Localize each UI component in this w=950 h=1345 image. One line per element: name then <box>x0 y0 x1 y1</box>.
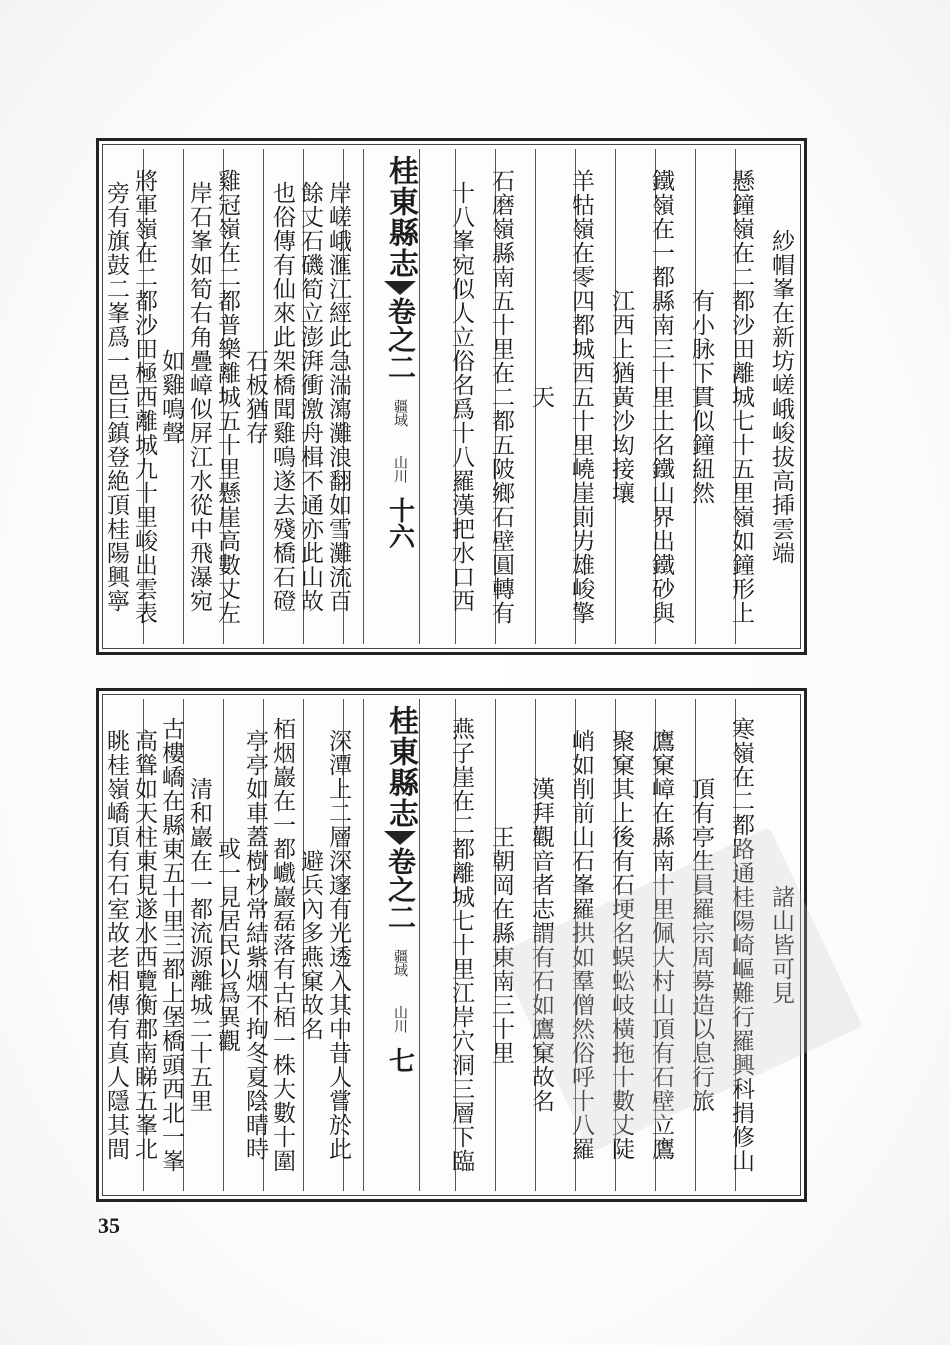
text-column: 如雞鳴聲 <box>158 348 184 445</box>
text-column: 有小脉下貫似鐘紐然 <box>688 288 714 505</box>
text-column: 羊牯嶺在零四都城西五十里嶢崖崱屴雄峻擎 <box>568 168 594 625</box>
text-column: 岸石峯如筍右角疊嶂似屏江水從中飛瀑宛 <box>186 180 212 613</box>
text-column: 十八峯宛似人立俗名爲十八羅漢把水口西 <box>448 180 474 613</box>
text-column: 栢烟巖在一都巇巖磊落有古栢一株大數十圍 <box>269 717 295 1173</box>
subsection-label: 山川 <box>392 1005 408 1033</box>
subsection-label: 山川 <box>392 455 408 483</box>
section-label: 疆域 <box>392 399 408 427</box>
text-column: 也俗傳有仙來此架橋聞雞鳴遂去殘橋石磴 <box>269 180 295 613</box>
column-rule <box>363 149 364 644</box>
column-rule <box>419 699 420 1191</box>
text-column: 高聳如天柱東見遂水西覽衡郡南睇五峯北 <box>131 729 157 1161</box>
text-column: 石磨嶺縣南五十里在二都五陂鄉石壁圓轉有 <box>488 168 514 625</box>
text-column: 亭亭如車蓋樹杪常結紫烟不拘冬夏陰晴時 <box>242 729 268 1161</box>
text-column: 或一見居民以爲異觀 <box>214 837 240 1053</box>
text-column: 江西上猶黃沙㘭接壤 <box>608 288 634 505</box>
book-title: 桂東縣志 <box>383 705 418 829</box>
block-center-header <box>375 701 425 1189</box>
section-label: 疆域 <box>392 949 408 977</box>
text-column: 古樓嶠在縣東五十里三都上堡橋頭西北一峯 <box>158 717 184 1173</box>
fishtail-mark <box>384 831 416 845</box>
text-column: 鷹窠嶂在縣南十里佩大村山頂有石壁立鷹 <box>648 729 674 1161</box>
text-column: 紗帽峯在新坊嵯峨峻拔高揷雲端 <box>768 228 794 565</box>
text-column: 頂有亭生員羅宗周募造以息行旅 <box>688 777 714 1113</box>
text-column: 寒嶺在二都路通桂陽崎嶇難行羅興科捐修山 <box>728 717 754 1173</box>
text-column: 峭如削前山石峯羅拱如羣僧然俗呼十八羅 <box>568 729 594 1161</box>
text-column: 避兵內多燕窠故名 <box>297 849 323 1041</box>
text-column: 清和巖在一都流源離城二十五里 <box>186 777 212 1113</box>
text-column: 王朝岡在縣東南三十里 <box>488 825 514 1065</box>
text-column: 餘丈石磯筍立澎湃衝激舟楫不通亦此山故 <box>297 180 323 613</box>
text-column: 諸山皆可見 <box>768 885 794 1005</box>
page-number: 35 <box>98 1213 120 1238</box>
text-column: 將軍嶺在二都沙田極西離城九十里峻出雲表 <box>131 168 157 625</box>
text-column: 岸嵯峨滙江經此急湍瀉灘浪翻如雪灘流百 <box>325 180 351 613</box>
fishtail-mark <box>384 281 416 295</box>
text-column: 旁有旗鼓二峯爲一邑巨鎮登絶頂桂陽興寧 <box>103 180 129 613</box>
text-column: 燕子崖在二都離城七十里江岸穴洞三層下臨 <box>448 717 474 1173</box>
text-column: 鐵嶺在一都縣南三十里土名鐵山界出鐵砂與 <box>648 168 674 625</box>
column-rule <box>419 149 420 644</box>
volume-label: 卷之二 <box>384 847 417 931</box>
text-column: 天 <box>528 384 554 409</box>
text-column: 石板猶存 <box>242 348 268 445</box>
block-center-header <box>375 151 425 642</box>
text-column: 深潭上二層深邃有光透入其中昔人嘗於此 <box>325 729 351 1161</box>
text-column: 聚窠其上後有石埂名蜈蚣岐橫拖十數丈陡 <box>608 729 634 1161</box>
text-column: 眺桂嶺嶠頂有石室故老相傳有真人隱其間 <box>103 729 129 1161</box>
top-text-block <box>96 138 807 655</box>
text-column: 漢拜觀音者志謂有石如鷹窠故名 <box>528 777 554 1113</box>
column-rule <box>363 699 364 1191</box>
folio-number: 十六 <box>384 497 415 549</box>
book-title: 桂東縣志 <box>383 155 418 279</box>
text-column: 懸鐘嶺在二都沙田離城七十五里嶺如鐘形上 <box>728 168 754 625</box>
folio-number: 七 <box>384 1047 415 1073</box>
volume-label: 卷之二 <box>384 297 417 381</box>
text-column: 雞冠嶺在二都普樂離城五十里懸崖高數丈左 <box>214 168 240 625</box>
